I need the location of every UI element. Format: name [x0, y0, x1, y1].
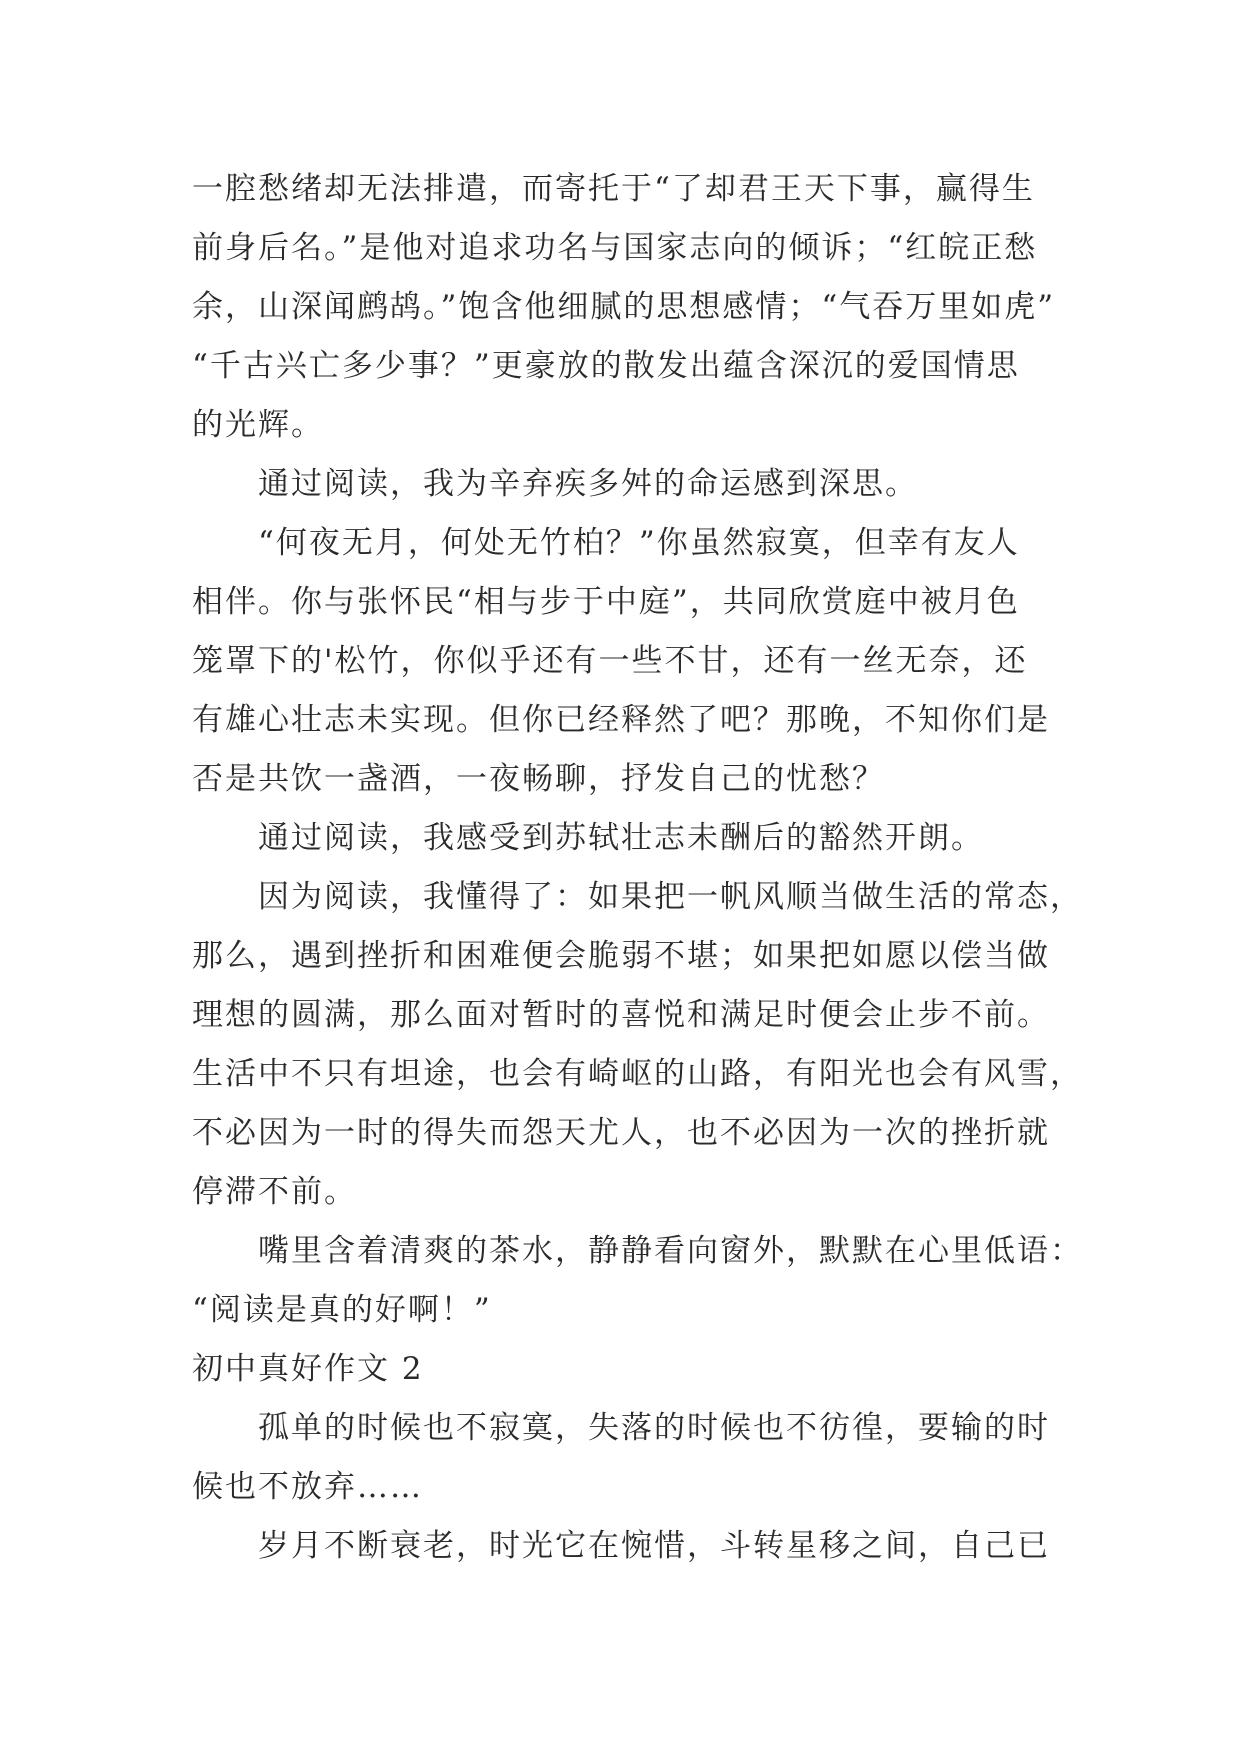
essay-body [192, 160, 1083, 1576]
text-line: 的光辉。 [192, 407, 324, 443]
text-line: 前身后名。”是他对追求功名与国家志向的倾诉；“红皖正愁 [192, 230, 1038, 266]
paragraph-first-line: 嘴里含着清爽的茶水，静静看向窗外，默默在心里低语： [258, 1233, 1083, 1269]
text-line: 相伴。你与张怀民“相与步于中庭”，共同欣赏庭中被月色 [192, 584, 1020, 620]
text-line: 余，山深闻鹧鸪。”饱含他细腻的思想感情；“气吞万里如虎” [192, 289, 1056, 325]
paragraph-first-line: 通过阅读，我感受到苏轼壮志未酬后的豁然开朗。 [258, 820, 984, 856]
text-line: 一腔愁绪却无法排遣，而寄托于“了却君王天下事，赢得生 [192, 171, 1035, 207]
text-line: 生活中不只有坦途，也会有崎岖的山路，有阳光也会有风雪， [192, 1056, 1083, 1092]
paragraph-first-line: 岁月不断衰老，时光它在惋惜，斗转星移之间，自己已 [258, 1528, 1050, 1564]
text-line: 有雄心壮志未实现。但你已经释然了吧？那晚，不知你们是 [192, 702, 1050, 738]
text-line: 理想的圆满，那么面对暂时的喜悦和满足时便会止步不前。 [192, 997, 1050, 1033]
text-line: 不必因为一时的得失而怨天尤人，也不必因为一次的挫折就 [192, 1115, 1050, 1151]
paragraph-first-line: “何夜无月，何处无竹柏？”你虽然寂寞，但幸有友人 [258, 525, 1020, 561]
text-line: 那么，遇到挫折和困难便会脆弱不堪；如果把如愿以偿当做 [192, 938, 1050, 974]
paragraph-first-line: 孤单的时候也不寂寞，失落的时候也不彷徨，要输的时 [258, 1410, 1050, 1446]
section-heading: 初中真好作文 2 [192, 1351, 424, 1387]
text-line: 笼罩下的'松竹，你似乎还有一些不甘，还有一丝无奈，还 [192, 643, 1028, 679]
text-line: “阅读是真的好啊！” [192, 1292, 492, 1328]
text-line: 否是共饮一盏酒，一夜畅聊，抒发自己的忧愁？ [192, 761, 885, 797]
text-line: “千古兴亡多少事？”更豪放的散发出蕴含深沉的爱国情思 [192, 348, 1020, 384]
text-line: 候也不放弃…… [192, 1469, 423, 1505]
paragraph-first-line: 因为阅读，我懂得了：如果把一帆风顺当做生活的常态， [258, 879, 1083, 915]
text-line: 停滞不前。 [192, 1174, 357, 1210]
paragraph-first-line: 通过阅读，我为辛弃疾多舛的命运感到深思。 [258, 466, 918, 502]
